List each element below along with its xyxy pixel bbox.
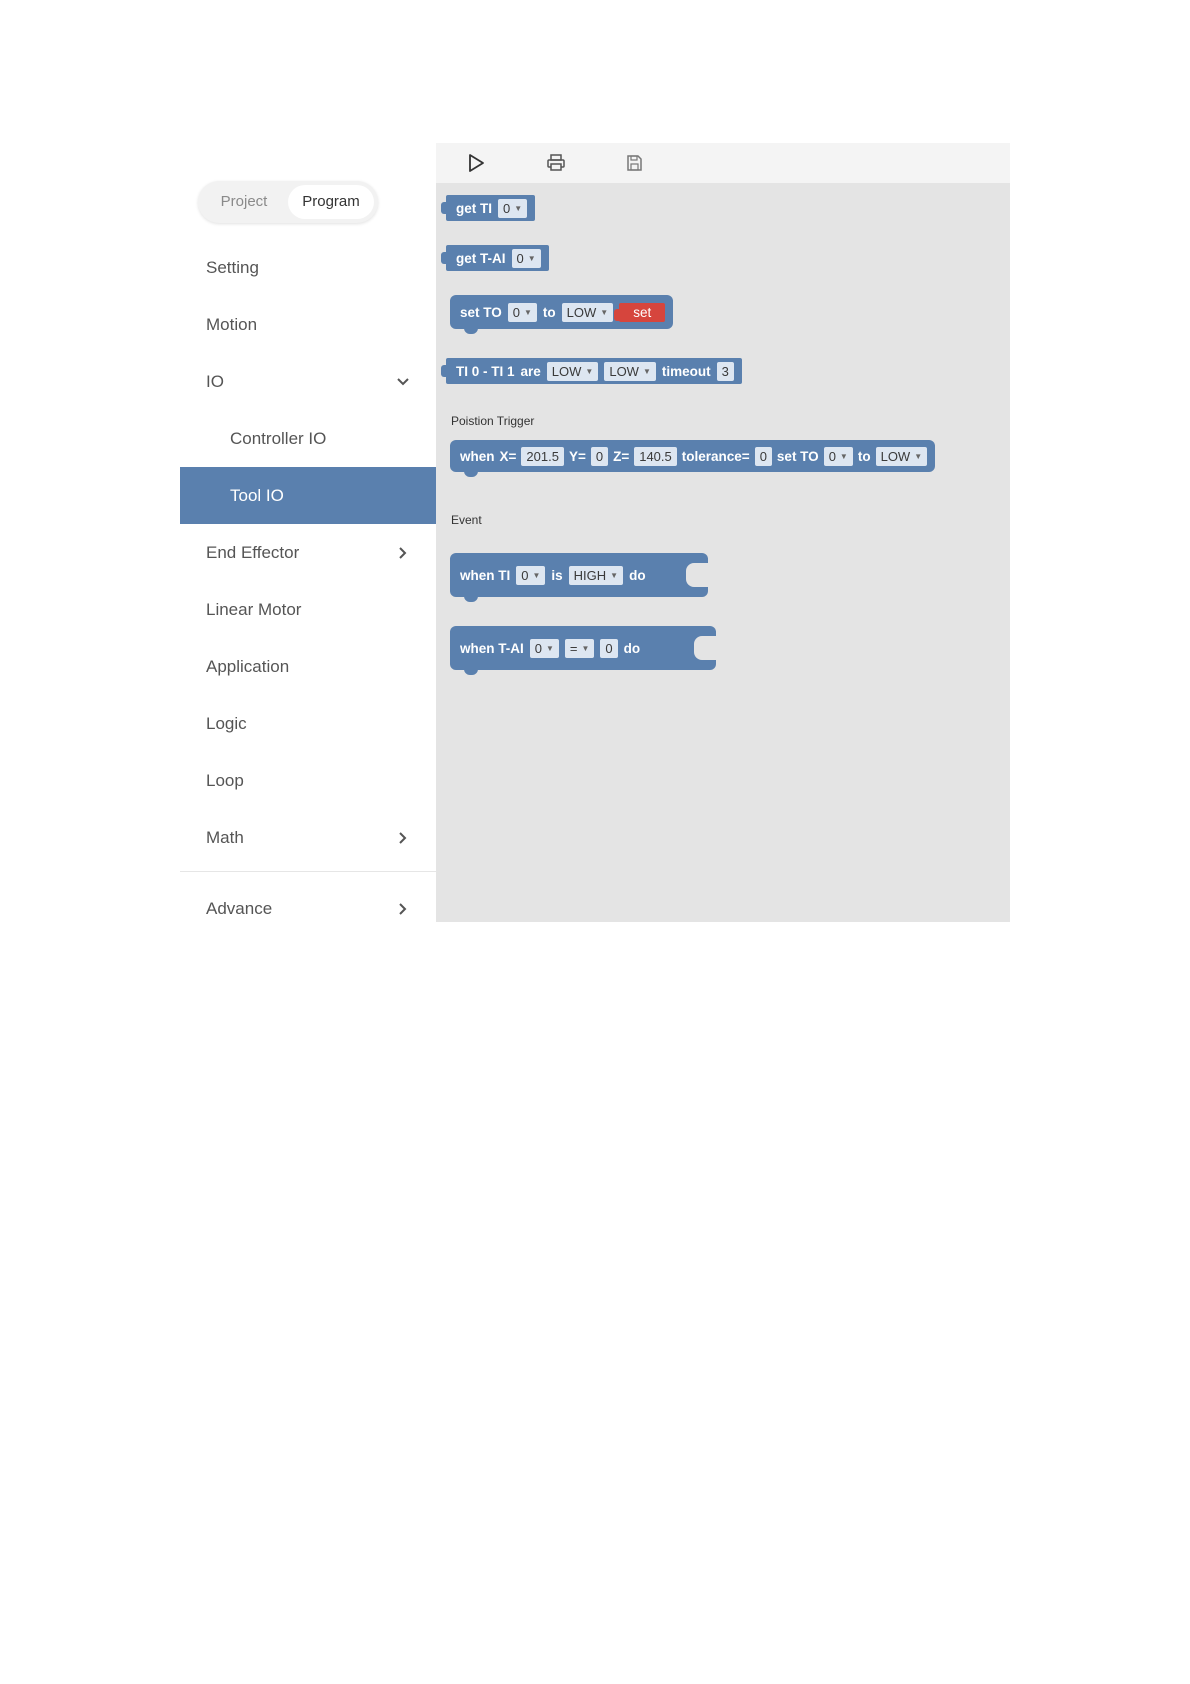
sidebar-item-io[interactable] bbox=[180, 353, 436, 410]
save-icon[interactable] bbox=[622, 151, 646, 175]
block-label: timeout bbox=[661, 363, 711, 379]
block-label: are bbox=[520, 363, 541, 379]
sidebar-item-label: End Effector bbox=[206, 543, 300, 562]
y-input[interactable]: 0 bbox=[591, 447, 608, 466]
section-label-position-trigger: Poistion Trigger bbox=[451, 414, 535, 428]
block-label: set TO bbox=[776, 448, 819, 464]
block-label: get T-AI bbox=[456, 250, 506, 266]
statement-input-slot bbox=[686, 563, 708, 587]
sidebar-item-label: Tool IO bbox=[230, 486, 284, 505]
sidebar-item-label: Advance bbox=[206, 899, 273, 918]
sidebar-item-advance[interactable] bbox=[180, 880, 436, 937]
chevron-right-icon bbox=[396, 524, 410, 581]
statement-input-slot bbox=[694, 636, 716, 660]
port-dropdown[interactable]: 0 ▼ bbox=[516, 566, 545, 585]
timeout-input[interactable]: 3 bbox=[717, 362, 734, 381]
section-label-event: Event bbox=[451, 513, 482, 527]
set-to-block[interactable] bbox=[450, 295, 673, 329]
sidebar-item-setting[interactable] bbox=[180, 239, 436, 296]
block-label: TI 0 - TI 1 bbox=[456, 363, 515, 379]
port-dropdown[interactable]: 0 ▼ bbox=[508, 303, 537, 322]
sidebar-item-tool-io[interactable] bbox=[180, 467, 436, 524]
when-tai-event-block[interactable] bbox=[450, 626, 716, 670]
tab-project[interactable]: Project bbox=[220, 193, 268, 210]
sidebar-item-linear-motor[interactable] bbox=[180, 581, 436, 638]
print-icon[interactable] bbox=[544, 151, 568, 175]
block-canvas[interactable] bbox=[436, 183, 1010, 922]
block-label: when T-AI bbox=[460, 640, 524, 656]
level-dropdown[interactable]: LOW ▼ bbox=[562, 303, 614, 322]
level-dropdown[interactable]: LOW ▼ bbox=[547, 362, 599, 381]
block-label: Z= bbox=[613, 448, 630, 464]
sidebar-item-label: IO bbox=[206, 372, 224, 391]
sidebar-item-label: Loop bbox=[206, 771, 244, 790]
port-dropdown[interactable]: 0 ▼ bbox=[824, 447, 853, 466]
sidebar bbox=[180, 143, 436, 922]
block-label: get TI bbox=[456, 200, 492, 216]
sidebar-item-label: Setting bbox=[206, 258, 259, 277]
get-tai-block[interactable] bbox=[446, 245, 549, 271]
chevron-down-icon bbox=[396, 353, 410, 410]
sidebar-item-label: Controller IO bbox=[230, 429, 327, 448]
port-dropdown[interactable]: 0 ▼ bbox=[512, 249, 541, 268]
x-input[interactable]: 201.5 bbox=[521, 447, 564, 466]
sidebar-item-end-effector[interactable] bbox=[180, 524, 436, 581]
sidebar-item-loop[interactable] bbox=[180, 752, 436, 809]
z-input[interactable]: 140.5 bbox=[634, 447, 677, 466]
block-label: to bbox=[857, 448, 871, 464]
level-dropdown[interactable]: HIGH ▼ bbox=[569, 566, 623, 585]
sidebar-item-application[interactable] bbox=[180, 638, 436, 695]
block-label: set TO bbox=[460, 304, 502, 320]
sidebar-divider bbox=[180, 871, 436, 872]
tolerance-input[interactable]: 0 bbox=[755, 447, 772, 466]
play-icon[interactable] bbox=[464, 151, 488, 175]
operator-dropdown[interactable]: = ▼ bbox=[565, 639, 595, 658]
set-value-block[interactable]: set bbox=[619, 303, 665, 322]
block-label: when TI bbox=[460, 567, 511, 583]
ti-range-block[interactable] bbox=[446, 358, 742, 384]
sidebar-item-label: Math bbox=[206, 828, 244, 847]
sidebar-item-label: Logic bbox=[206, 714, 247, 733]
sidebar-item-motion[interactable] bbox=[180, 296, 436, 353]
get-ti-block[interactable] bbox=[446, 195, 535, 221]
block-label: is bbox=[551, 567, 563, 583]
project-program-switch bbox=[198, 181, 378, 223]
level-dropdown[interactable]: LOW ▼ bbox=[876, 447, 928, 466]
workspace-toolbar bbox=[436, 143, 1010, 183]
block-label: to bbox=[542, 304, 556, 320]
position-trigger-block[interactable] bbox=[450, 440, 935, 472]
sidebar-item-label: Linear Motor bbox=[206, 600, 302, 619]
sidebar-item-label: Motion bbox=[206, 315, 258, 334]
sidebar-item-controller-io[interactable] bbox=[180, 410, 436, 467]
block-label: tolerance= bbox=[681, 448, 750, 464]
when-ti-event-block[interactable] bbox=[450, 553, 708, 597]
block-label: X= bbox=[499, 448, 517, 464]
block-label: do bbox=[629, 567, 646, 583]
sidebar-item-math[interactable] bbox=[180, 809, 436, 866]
chevron-right-icon bbox=[396, 880, 410, 937]
value-input[interactable]: 0 bbox=[600, 639, 617, 658]
block-label: do bbox=[623, 640, 641, 656]
sidebar-item-label: Application bbox=[206, 657, 290, 676]
port-dropdown[interactable]: 0 ▼ bbox=[498, 199, 527, 218]
port-dropdown[interactable]: 0 ▼ bbox=[530, 639, 559, 658]
block-label: Y= bbox=[568, 448, 586, 464]
level-dropdown[interactable]: LOW ▼ bbox=[604, 362, 656, 381]
chevron-right-icon bbox=[396, 809, 410, 866]
tab-program[interactable]: Program bbox=[288, 185, 374, 219]
sidebar-item-logic[interactable] bbox=[180, 695, 436, 752]
block-label: when bbox=[460, 448, 495, 464]
